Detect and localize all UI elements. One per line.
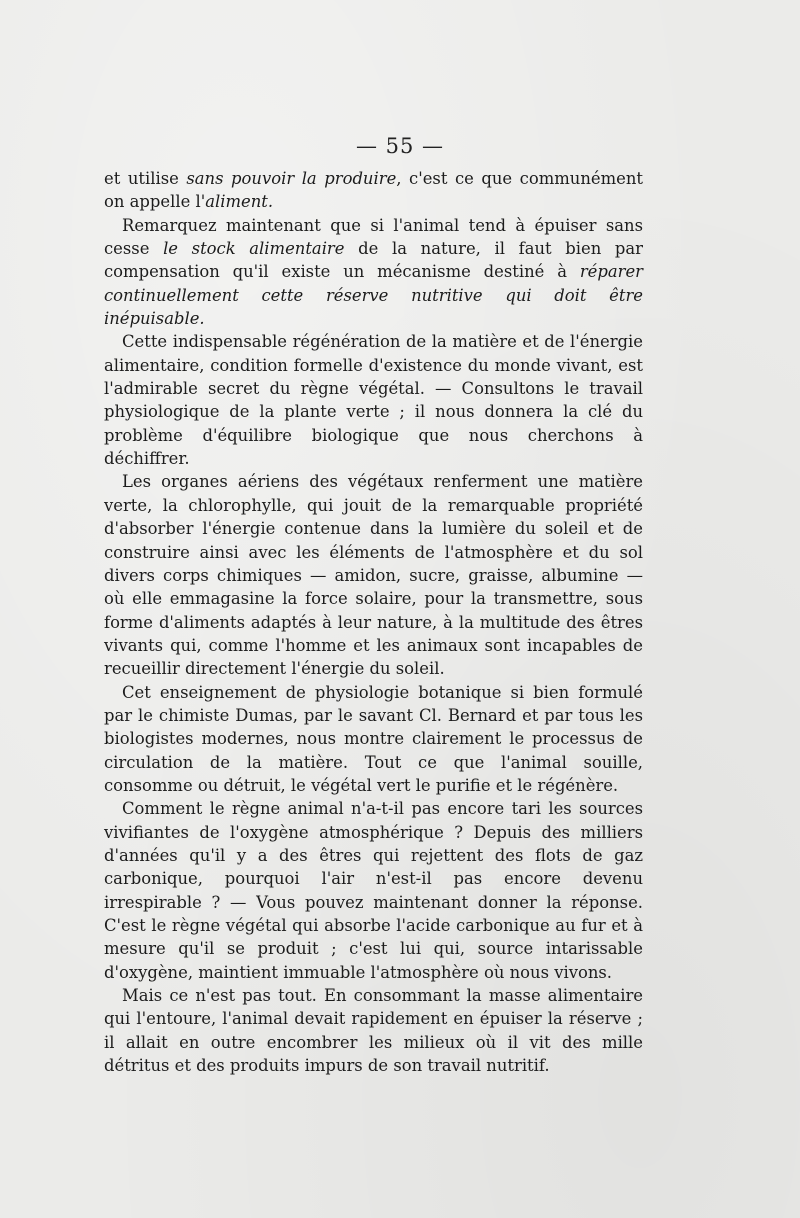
italic-run: aliment. [205, 192, 274, 212]
text-run: Les organes aériens des végétaux renferment une matière verte, la chlorophylle, qui jouit de la remarquable propriété d'absorber l'énergie contenue dans la lumière du soleil et de construire ainsi avec les éléments de l'atmosphère et du sol divers corps chimiques — amidon, sucre, graisse, albumine — où elle emmagasine la force solaire, pour la transmettre, sous forme d'aliments adaptés à leur nature, à la multitude des êtres vivants qui, comme l'homme et les animaux sont incapables de recueillir directement l'énergie du soleil. [104, 472, 643, 679]
paragraph [104, 984, 643, 1077]
italic-run: réparer continuellement cette réserve nutritive qui doit être inépuisable. [104, 262, 643, 329]
italic-run: le stock alimentaire [163, 239, 345, 259]
text-run: et utilise [104, 169, 187, 188]
paragraph [104, 167, 643, 214]
page-number: — 55 — [355, 134, 445, 158]
text-run: Comment le règne animal n'a-t-il pas encore tari les sources vivifiantes de l'oxygène atmosphérique ? Depuis des milliers d'années qu'il y a des êtres qui rejettent des flots de gaz carbonique, pourquoi l'air n'est-il pas encore devenu irrespirable ? — Vous pouvez maintenant donner la réponse. C'est le règne végétal qui absorbe l'acide carbonique au fur et à mesure qu'il se produit ; c'est lui qui, source intarissable d'oxygène, maintient immuable l'atmosphère où nous vivons. [104, 799, 643, 982]
italic-run: sans pouvoir la produire [186, 169, 397, 188]
paragraph [104, 214, 643, 331]
paragraph [104, 681, 643, 798]
paragraph [104, 470, 643, 680]
paragraph [104, 797, 643, 984]
body-text [104, 167, 643, 1077]
text-run: , c'est ce que communément on appelle l' [104, 169, 643, 212]
paragraph [104, 330, 643, 470]
text-run: Cet enseignement de physiologie botanique si bien formulé par le chimiste Dumas, par le savant Cl. Bernard et par tous les biologistes modernes, nous montre clairement le processus de circulation de la matière. Tout ce que l'animal souille, consomme ou détruit, le végétal vert le purifie et le régénère. [104, 682, 643, 795]
text-run: Cette indispensable régénération de la matière et de l'énergie alimentaire, condition formelle d'existence du monde vivant, est l'admirable secret du règne végétal. — Consultons le travail physiologique de la plante verte ; il nous donnera la clé du problème d'équilibre biologique que nous cherchons à déchiffrer. [104, 332, 643, 469]
text-run: de la nature, il faut bien par compensation qu'il existe un mécanisme destiné à [104, 239, 644, 282]
text-run: Remarquez maintenant que si l'animal tend à épuiser sans cesse [104, 215, 643, 259]
text-run: Mais ce n'est pas tout. En consommant la masse alimentaire qui l'entoure, l'animal devait rapidement en épuiser la réserve ; il allait en outre encombrer les milieux où il vit des mille détritus et des produits impurs de son travail nutritif. [104, 986, 643, 1076]
